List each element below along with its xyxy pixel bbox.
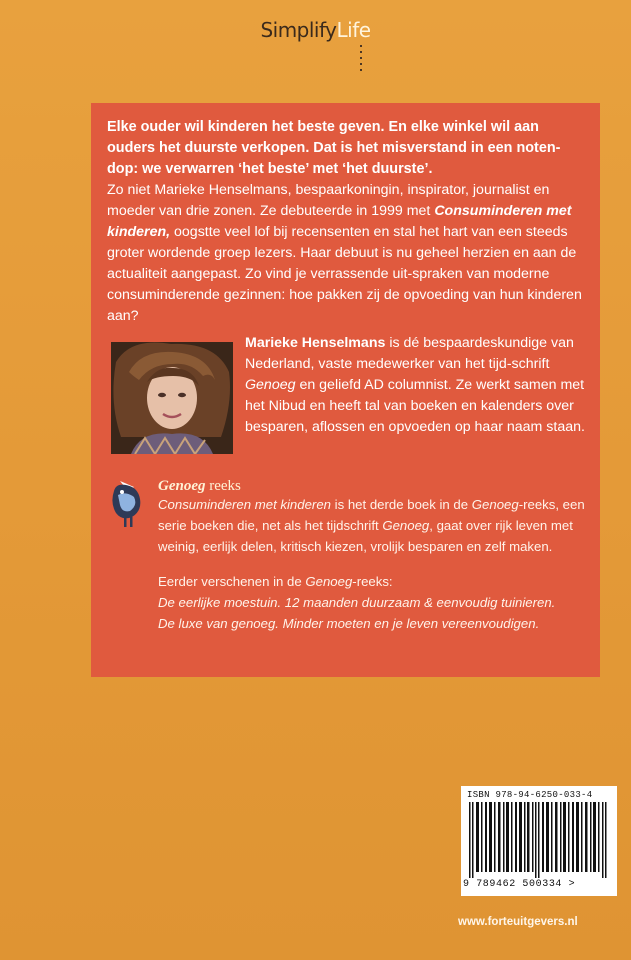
logo-dots-icon [360, 45, 362, 75]
earlier-book-1-title: De eerlijke moestuin. 12 maanden duurzaam & eenvoudig tuinieren. [158, 595, 556, 610]
intro-paragraph [107, 180, 589, 327]
intro-text [107, 117, 589, 327]
isbn-number: ISBN 978-94-6250-033-4 [467, 790, 593, 800]
series-title-rest: reeks [205, 478, 241, 494]
earlier-intro [158, 571, 588, 592]
series-title [158, 478, 241, 495]
earlier-intro-b: -reeks: [352, 574, 393, 589]
bio-text-a: is dé bespaardeskundige van Nederland, vaste medewerker van het tijd-schrift [245, 335, 574, 372]
author-portrait-icon [111, 342, 233, 454]
author-name: Marieke Henselmans [245, 335, 386, 351]
barcode-digits: 9 789462 500334 > [463, 879, 576, 890]
logo-part1: Simplify [260, 18, 337, 42]
series-book: Consuminderen met kinderen [158, 497, 331, 512]
series-text-a: is het derde boek in de [331, 497, 472, 512]
earlier-intro-a: Eerder verschenen in de [158, 574, 306, 589]
author-photo [111, 342, 233, 454]
series-paragraph [158, 494, 588, 557]
bio-text-b: en geliefd AD columnist. Ze werkt samen met het Nibud en heeft tal van boeken en kalenders over besparen, aflossen en opvoeden op haar naam staan. [245, 377, 585, 435]
barcode-icon [469, 802, 609, 878]
earlier-book-1 [158, 592, 588, 613]
bio-paragraph [245, 333, 590, 438]
simplify-life-logo [0, 18, 631, 42]
isbn-barcode [461, 786, 617, 896]
earlier-books [158, 571, 588, 634]
intro-text-b: oogstte veel lof bij recensenten en stal het hart van een steeds groter wordende groep lezers. Haar debuut is nu geheel herzien en aan de actualiteit aangepast. Zo vind je verrassende uit-spraken van moderne consuminderende gezinnen: hoe pakken zij de opvoeding van hun kinderen aan? [107, 224, 582, 324]
earlier-book-2-title: De luxe van genoeg. Minder moeten en je leven vereenvoudigen. [158, 616, 540, 631]
series-genoeg: Genoeg [471, 497, 519, 512]
series-genoeg-2: Genoeg [382, 518, 430, 533]
logo-part2: Life [336, 18, 371, 42]
intro-lead: Elke ouder wil kinderen het beste geven. En elke winkel wil aan ouders het duurste verkopen. Dat is het misverstand in een noten-dop: we verwarren ‘het beste’ met ‘het duurste’. [107, 119, 561, 177]
genoeg-bird-icon [108, 477, 148, 529]
earlier-intro-genoeg: Genoeg [305, 574, 353, 589]
series-text-c: , gaat over rijk leven met weinig, eerlijk delen, kritisch kiezen, vrolijk besparen en zelf maken. [158, 518, 573, 554]
author-bio [245, 333, 590, 438]
publisher-website[interactable]: www.forteuitgevers.nl [458, 916, 578, 928]
intro-book-title: Consuminderen met kinderen, [107, 203, 572, 240]
intro-text-a: Zo niet Marieke Henselmans, bespaarkoningin, inspirator, journalist en moeder van drie zonen. Ze debuteerde in 1999 met [107, 182, 550, 219]
series-description [158, 494, 588, 557]
earlier-book-2 [158, 613, 588, 634]
series-title-genoeg: Genoeg [158, 478, 206, 494]
bio-magazine: Genoeg [245, 377, 296, 393]
series-text-b: -reeks, een serie boeken die, net als het tijdschrift [158, 497, 585, 533]
